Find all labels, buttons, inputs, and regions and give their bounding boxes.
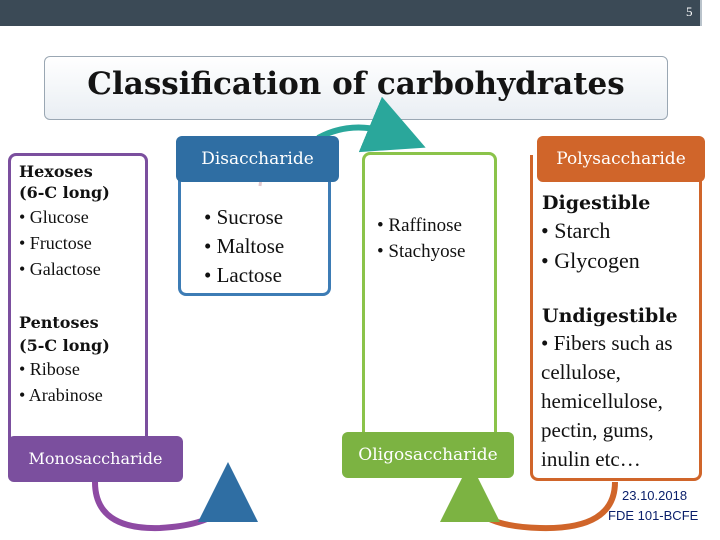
page-title: Classification of carbohydrates bbox=[87, 66, 625, 102]
disaccharide-item: • Maltose bbox=[204, 234, 285, 258]
arrow-mono-to-di bbox=[95, 482, 228, 528]
pentose-item: • Arabinose bbox=[19, 385, 103, 405]
oligosaccharide-label: Oligosaccharide bbox=[342, 432, 514, 478]
hexose-item: • Galactose bbox=[19, 259, 101, 279]
undigestible-line: inulin etc… bbox=[541, 447, 641, 471]
disaccharide-label: Disaccharide bbox=[176, 136, 339, 182]
undigestible-line: • Fibers such as bbox=[541, 331, 673, 355]
monosaccharide-label: Monosaccharide bbox=[8, 436, 183, 482]
disaccharide-item: • Lactose bbox=[204, 263, 282, 287]
arrow-oligo-to-poly bbox=[470, 482, 615, 528]
hexose-item: • Glucose bbox=[19, 207, 89, 227]
digestible-item: • Starch bbox=[541, 218, 611, 243]
hexoses-heading: Hexoses bbox=[19, 162, 93, 181]
footer-course: FDE 101-BCFE bbox=[608, 508, 699, 523]
page-number: 5 bbox=[686, 4, 693, 19]
oligosaccharide-box bbox=[362, 152, 497, 460]
undigestible-line: hemicellulose, bbox=[541, 389, 663, 413]
polysaccharide-label: Polysaccharide bbox=[537, 136, 705, 182]
hexose-item: • Fructose bbox=[19, 233, 92, 253]
pentose-item: • Ribose bbox=[19, 359, 80, 379]
undigestible-heading: Undigestible bbox=[542, 305, 678, 327]
oligosaccharide-item: • Raffinose bbox=[377, 215, 462, 236]
hexoses-subheading: (6-C long) bbox=[19, 183, 110, 202]
undigestible-line: cellulose, bbox=[541, 360, 621, 384]
footer-date: 23.10.2018 bbox=[622, 488, 688, 503]
undigestible-line: pectin, gums, bbox=[541, 418, 654, 442]
oligosaccharide-item: • Stachyose bbox=[377, 241, 466, 262]
pentoses-heading: Pentoses bbox=[19, 313, 99, 332]
pentoses-subheading: (5-C long) bbox=[19, 336, 110, 355]
disaccharide-item: • Sucrose bbox=[204, 205, 284, 229]
digestible-item: • Glycogen bbox=[541, 248, 640, 273]
digestible-heading: Digestible bbox=[542, 192, 651, 214]
